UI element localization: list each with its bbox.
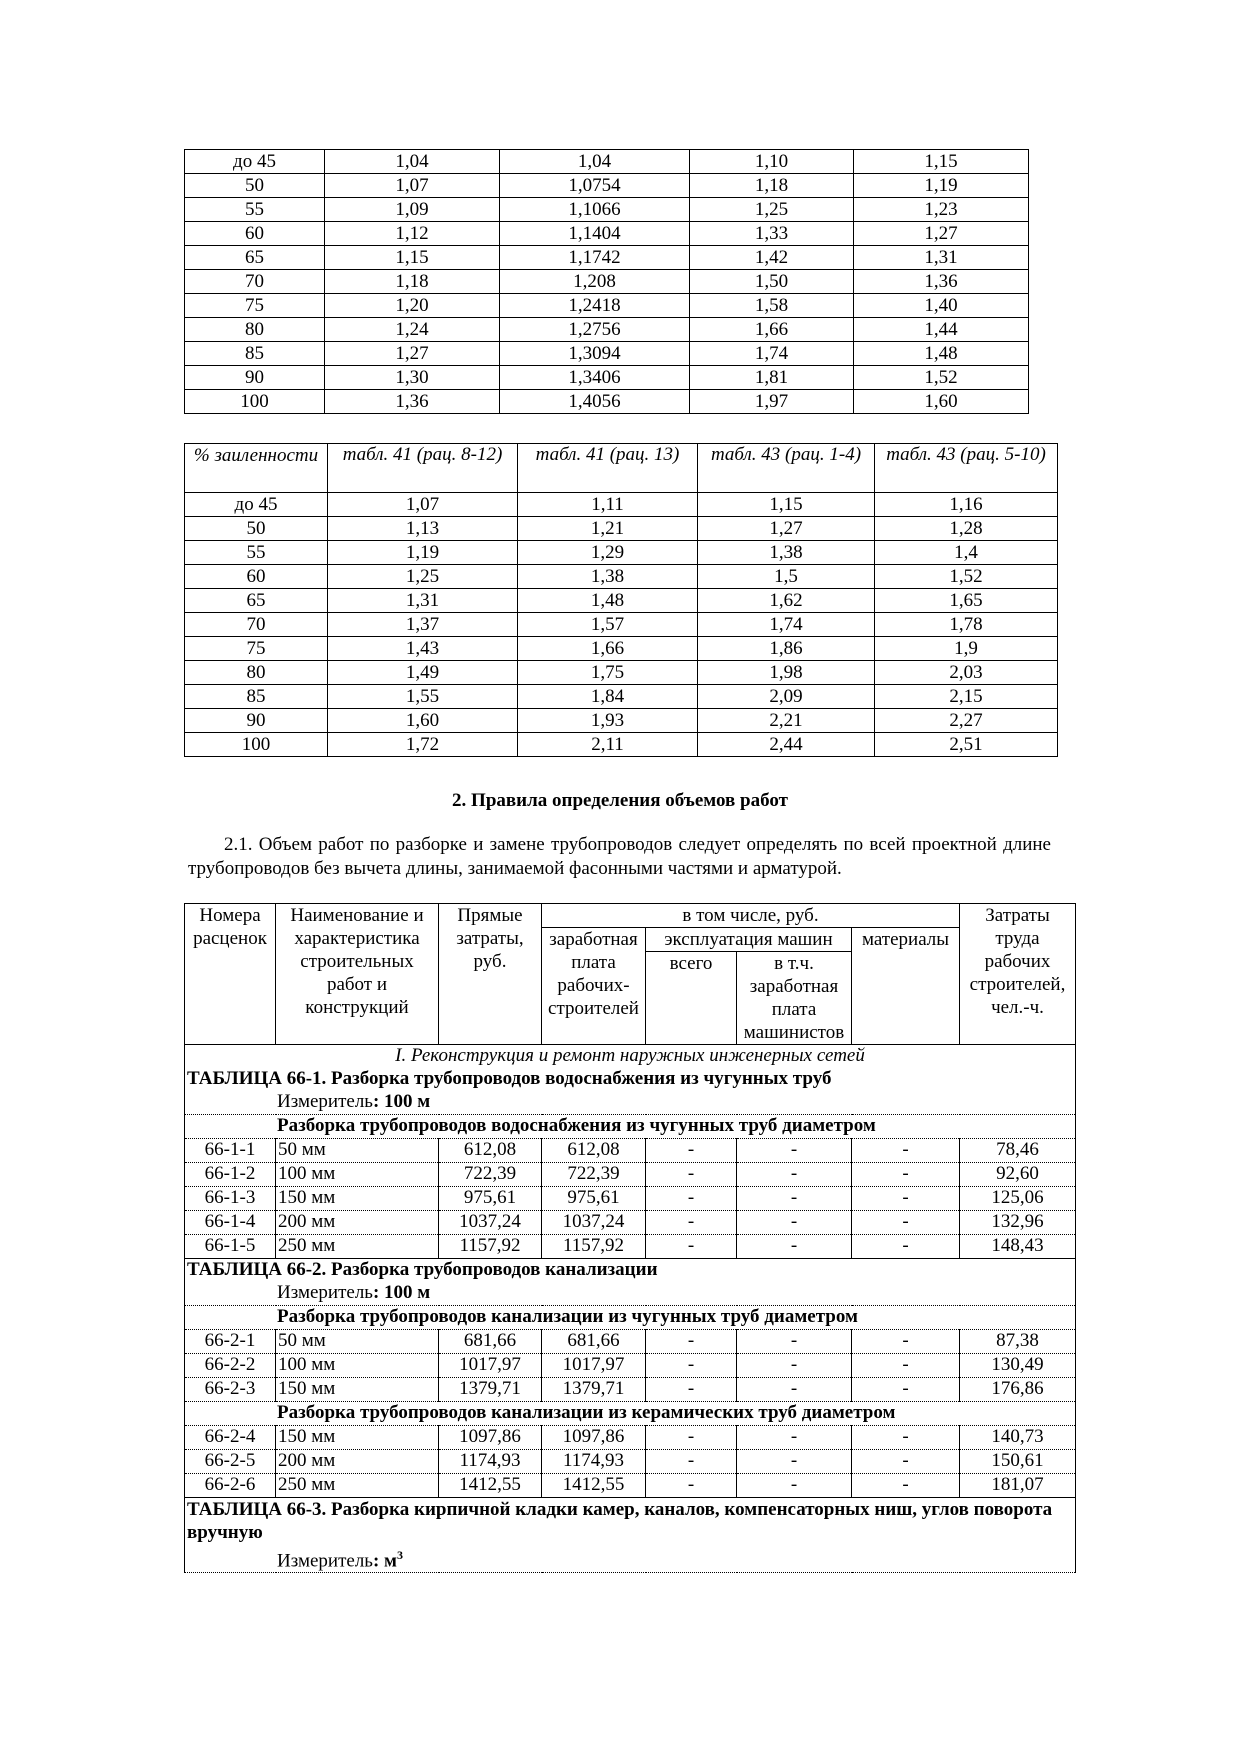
table-cell: 1412,55	[542, 1474, 646, 1498]
table-cell: 1097,86	[542, 1426, 646, 1450]
table-cell: -	[737, 1139, 852, 1163]
meter-value: : 100 м	[372, 1091, 431, 1112]
table-cell: -	[737, 1354, 852, 1378]
table-cell: 1,4	[875, 541, 1058, 565]
table-cell: 1,49	[328, 661, 518, 685]
table-cell: 1,30	[325, 366, 500, 390]
table-cell: 1,58	[690, 294, 854, 318]
table-cell: 1,86	[698, 637, 875, 661]
table-cell: 1,25	[328, 565, 518, 589]
table-cell: 1,07	[325, 174, 500, 198]
table-66-3-title: ТАБЛИЦА 66-3. Разборка кирпичной кладки камер, каналов, компенсаторных ниш, углов поворота вручную	[185, 1498, 1076, 1545]
meter-superscript: 3	[397, 1548, 403, 1562]
table-row	[185, 1450, 1076, 1474]
table-cell: 70	[185, 270, 325, 294]
coefficient-table-1-body	[185, 150, 1029, 414]
table-row	[185, 390, 1029, 414]
meter-label: Измеритель	[277, 1091, 373, 1112]
table-cell: 1,4056	[500, 390, 690, 414]
table-row	[185, 685, 1058, 709]
table-row	[185, 1330, 1076, 1354]
table-cell: -	[737, 1235, 852, 1259]
table-cell: 1,9	[875, 637, 1058, 661]
table-cell: 1,04	[325, 150, 500, 174]
table-row	[185, 1211, 1076, 1235]
header-operator-wages: в т.ч. заработная плата машинистов	[737, 952, 852, 1045]
table-cell: -	[646, 1354, 737, 1378]
table-cell: 722,39	[439, 1163, 542, 1187]
table-cell: -	[737, 1426, 852, 1450]
table-cell: 1,20	[325, 294, 500, 318]
table-cell: 1017,97	[439, 1354, 542, 1378]
table-row	[185, 222, 1029, 246]
table-cell: 1,1404	[500, 222, 690, 246]
table-title-row	[185, 1259, 1076, 1283]
table-title-row	[185, 1068, 1076, 1091]
meter-66-3	[185, 1544, 1076, 1573]
table-cell: 55	[185, 198, 325, 222]
header-tab41-13: табл. 41 (рац. 13)	[518, 444, 698, 493]
table-row	[185, 517, 1058, 541]
table-cell: 2,09	[698, 685, 875, 709]
table-cell: 78,46	[960, 1139, 1076, 1163]
rate-number: 66-1-5	[185, 1235, 276, 1259]
table-cell: 1157,92	[439, 1235, 542, 1259]
table-cell: 1,1066	[500, 198, 690, 222]
table-cell: -	[737, 1378, 852, 1402]
table-cell: 100	[185, 733, 328, 757]
table-cell: 1412,55	[439, 1474, 542, 1498]
subtitle-row	[185, 1306, 1076, 1330]
work-name: 100 мм	[276, 1163, 439, 1187]
table-cell: 1,1742	[500, 246, 690, 270]
table-cell: 1,23	[854, 198, 1029, 222]
section-row	[185, 1045, 1076, 1069]
header-including: в том числе, руб.	[542, 904, 960, 928]
table-cell: 1,60	[854, 390, 1029, 414]
rate-number: 66-1-1	[185, 1139, 276, 1163]
table-cell: 181,07	[960, 1474, 1076, 1498]
table-row	[185, 733, 1058, 757]
table-cell: 1,65	[875, 589, 1058, 613]
table-cell: 1,09	[325, 198, 500, 222]
table-cell: 85	[185, 342, 325, 366]
table-cell: 1,60	[328, 709, 518, 733]
table-row	[185, 1187, 1076, 1211]
table-row	[185, 174, 1029, 198]
table-row	[185, 342, 1029, 366]
table-row	[185, 1474, 1076, 1498]
table-cell: 1,208	[500, 270, 690, 294]
table-cell: 1,37	[328, 613, 518, 637]
table-cell: -	[646, 1378, 737, 1402]
table-cell: 1,5	[698, 565, 875, 589]
table-row	[185, 1139, 1076, 1163]
table-cell: 681,66	[439, 1330, 542, 1354]
table-cell: до 45	[185, 150, 325, 174]
table-cell: -	[852, 1450, 960, 1474]
table-cell: 80	[185, 318, 325, 342]
table-cell: -	[852, 1474, 960, 1498]
table-cell: -	[737, 1330, 852, 1354]
table-cell: 132,96	[960, 1211, 1076, 1235]
table-cell: -	[646, 1163, 737, 1187]
header-direct-costs: Прямые затраты, руб.	[439, 904, 542, 1045]
subtitle-66-2-cast-iron: Разборка трубопроводов канализации из чугунных труб диаметром	[185, 1306, 1076, 1330]
table-cell: 1,48	[518, 589, 698, 613]
table-cell: 1037,24	[542, 1211, 646, 1235]
table-cell: 92,60	[960, 1163, 1076, 1187]
table-cell: 1,11	[518, 493, 698, 517]
table-cell: 1,42	[690, 246, 854, 270]
table-row	[185, 493, 1058, 517]
header-silting-percent: % заиленности	[185, 444, 328, 493]
table-cell: 70	[185, 613, 328, 637]
table-row	[185, 661, 1058, 685]
table-cell: -	[646, 1211, 737, 1235]
header-machines: эксплуатация машин	[646, 928, 852, 952]
table-66-2-title: ТАБЛИЦА 66-2. Разборка трубопроводов канализации	[185, 1259, 1076, 1283]
table-cell: 1017,97	[542, 1354, 646, 1378]
table-cell: 1,12	[325, 222, 500, 246]
table-cell: 1,52	[875, 565, 1058, 589]
table-row	[185, 1426, 1076, 1450]
table-cell: 50	[185, 517, 328, 541]
table-cell: -	[852, 1354, 960, 1378]
table-cell: 1097,86	[439, 1426, 542, 1450]
table-cell: -	[852, 1187, 960, 1211]
table-row	[185, 246, 1029, 270]
table-cell: 1,3094	[500, 342, 690, 366]
table-cell: 65	[185, 589, 328, 613]
table-cell: 80	[185, 661, 328, 685]
table-cell: 1,72	[328, 733, 518, 757]
table-cell: -	[646, 1235, 737, 1259]
table-row	[185, 366, 1029, 390]
table-cell: 1,78	[875, 613, 1058, 637]
table-cell: 1,74	[698, 613, 875, 637]
table-cell: 1157,92	[542, 1235, 646, 1259]
table-cell: 1,93	[518, 709, 698, 733]
table-cell: -	[646, 1187, 737, 1211]
table-cell: до 45	[185, 493, 328, 517]
table-cell: 2,15	[875, 685, 1058, 709]
table-cell: 50	[185, 174, 325, 198]
table-cell: 681,66	[542, 1330, 646, 1354]
table-cell: 1,36	[325, 390, 500, 414]
table-row	[185, 1163, 1076, 1187]
table-cell: 1379,71	[439, 1378, 542, 1402]
meter-row	[185, 1091, 1076, 1115]
table-row	[185, 270, 1029, 294]
table-cell: 1,36	[854, 270, 1029, 294]
work-name: 250 мм	[276, 1235, 439, 1259]
table-cell: 1379,71	[542, 1378, 646, 1402]
table-cell: 1,15	[854, 150, 1029, 174]
table-cell: 722,39	[542, 1163, 646, 1187]
section-heading: 2. Правила определения объемов работ	[452, 790, 788, 811]
table-cell: -	[646, 1330, 737, 1354]
work-name: 200 мм	[276, 1211, 439, 1235]
table-row	[185, 1235, 1076, 1259]
table-cell: 1,0754	[500, 174, 690, 198]
header-machines-total: всего	[646, 952, 737, 1045]
table-cell: 75	[185, 294, 325, 318]
table-row	[185, 150, 1029, 174]
table-cell: -	[646, 1474, 737, 1498]
table-cell: -	[852, 1426, 960, 1450]
table-cell: 1,31	[328, 589, 518, 613]
rate-number: 66-2-6	[185, 1474, 276, 1498]
work-name: 50 мм	[276, 1330, 439, 1354]
table-cell: 1,84	[518, 685, 698, 709]
table-cell: 1,75	[518, 661, 698, 685]
table-header-row	[185, 904, 1076, 928]
meter-label: Измеритель	[277, 1550, 373, 1572]
table-cell: 1,48	[854, 342, 1029, 366]
table-cell: 1,04	[500, 150, 690, 174]
table-cell: 1,31	[854, 246, 1029, 270]
section-title: I. Реконструкция и ремонт наружных инженерных сетей	[185, 1045, 1076, 1069]
table-cell: -	[646, 1426, 737, 1450]
table-cell: 1,13	[328, 517, 518, 541]
table-row	[185, 541, 1058, 565]
rate-number: 66-2-5	[185, 1450, 276, 1474]
table-row	[185, 294, 1029, 318]
table-cell: 60	[185, 565, 328, 589]
work-name: 150 мм	[276, 1378, 439, 1402]
table-cell: 1174,93	[439, 1450, 542, 1474]
table-cell: 2,27	[875, 709, 1058, 733]
table-cell: -	[737, 1450, 852, 1474]
table-cell: 1,74	[690, 342, 854, 366]
table-cell: 1,07	[328, 493, 518, 517]
table-cell: -	[852, 1139, 960, 1163]
table-row	[185, 198, 1029, 222]
table-cell: 2,51	[875, 733, 1058, 757]
table-cell: -	[737, 1474, 852, 1498]
rate-number: 66-1-4	[185, 1211, 276, 1235]
work-name: 50 мм	[276, 1139, 439, 1163]
table-cell: 1,98	[698, 661, 875, 685]
header-numbers: Номера расценок	[185, 904, 276, 1045]
table-cell: 1,38	[518, 565, 698, 589]
table-cell: 1,21	[518, 517, 698, 541]
subtitle-row	[185, 1115, 1076, 1139]
table-cell: 176,86	[960, 1378, 1076, 1402]
subtitle-66-1: Разборка трубопроводов водоснабжения из чугунных труб диаметром	[185, 1115, 1076, 1139]
table-cell: 1,2418	[500, 294, 690, 318]
table-cell: 612,08	[439, 1139, 542, 1163]
rows-66-2-cast-iron	[185, 1330, 1076, 1402]
table-cell: 1,15	[325, 246, 500, 270]
header-materials: материалы	[852, 928, 960, 1045]
subtitle-row	[185, 1402, 1076, 1426]
table-cell: 1,33	[690, 222, 854, 246]
table-cell: -	[737, 1211, 852, 1235]
table-cell: 1,44	[854, 318, 1029, 342]
rows-66-2-ceramic	[185, 1426, 1076, 1498]
table-cell: 1,19	[854, 174, 1029, 198]
table-row	[185, 709, 1058, 733]
table-cell: -	[852, 1378, 960, 1402]
rate-number: 66-1-3	[185, 1187, 276, 1211]
table-cell: 148,43	[960, 1235, 1076, 1259]
header-tab43-5-10: табл. 43 (рац. 5-10)	[875, 444, 1058, 493]
rates-table	[184, 903, 1076, 1573]
coefficient-table-1	[184, 149, 1029, 414]
table-cell: 1,27	[698, 517, 875, 541]
table-cell: -	[852, 1235, 960, 1259]
table-cell: -	[646, 1450, 737, 1474]
table-cell: -	[852, 1330, 960, 1354]
rate-number: 66-2-4	[185, 1426, 276, 1450]
table-cell: 1,24	[325, 318, 500, 342]
table-cell: 1,2756	[500, 318, 690, 342]
table-cell: 1,40	[854, 294, 1029, 318]
table-cell: 75	[185, 637, 328, 661]
header-wages: заработная плата рабочих-строителей	[542, 928, 646, 1045]
rate-number: 66-2-3	[185, 1378, 276, 1402]
meter-label: Измеритель	[277, 1282, 373, 1303]
table-cell: 1174,93	[542, 1450, 646, 1474]
rows-66-1	[185, 1139, 1076, 1259]
work-name: 100 мм	[276, 1354, 439, 1378]
table-cell: 1,16	[875, 493, 1058, 517]
table-cell: 1,57	[518, 613, 698, 637]
table-row	[185, 1354, 1076, 1378]
table-cell: 1,29	[518, 541, 698, 565]
work-name: 200 мм	[276, 1450, 439, 1474]
table-cell: 125,06	[960, 1187, 1076, 1211]
table-cell: 1,27	[854, 222, 1029, 246]
meter-66-1	[185, 1091, 1076, 1115]
coefficient-table-2-body	[185, 493, 1058, 757]
table-row	[185, 565, 1058, 589]
table-cell: 140,73	[960, 1426, 1076, 1450]
table-cell: -	[737, 1163, 852, 1187]
rate-number: 66-1-2	[185, 1163, 276, 1187]
table-row	[185, 613, 1058, 637]
table-cell: 1,66	[518, 637, 698, 661]
table-cell: 1,27	[325, 342, 500, 366]
table-cell: 60	[185, 222, 325, 246]
table-cell: 150,61	[960, 1450, 1076, 1474]
meter-row	[185, 1544, 1076, 1573]
table-cell: 1,52	[854, 366, 1029, 390]
table-cell: -	[852, 1211, 960, 1235]
table-cell: -	[737, 1187, 852, 1211]
table-cell: 1,15	[698, 493, 875, 517]
table-cell: 1037,24	[439, 1211, 542, 1235]
table-cell: 1,19	[328, 541, 518, 565]
table-cell: 1,97	[690, 390, 854, 414]
table-cell: 1,66	[690, 318, 854, 342]
table-cell: 2,11	[518, 733, 698, 757]
meter-value: : м	[372, 1550, 397, 1572]
work-name: 250 мм	[276, 1474, 439, 1498]
meter-66-2	[185, 1282, 1076, 1306]
table-cell: 1,10	[690, 150, 854, 174]
table-cell: 1,25	[690, 198, 854, 222]
table-cell: 1,3406	[500, 366, 690, 390]
table-cell: 100	[185, 390, 325, 414]
table-row	[185, 637, 1058, 661]
work-name: 150 мм	[276, 1187, 439, 1211]
table-cell: 85	[185, 685, 328, 709]
rules-paragraph: 2.1. Объем работ по разборке и замене трубопроводов следует определять по всей проектной длине трубопроводов без вычета длины, занимаемой фасонными частями и арматурой.	[188, 834, 1051, 879]
header-tab43-1-4: табл. 43 (рац. 1-4)	[698, 444, 875, 493]
table-cell: 90	[185, 366, 325, 390]
table-cell: 1,28	[875, 517, 1058, 541]
table-cell: -	[646, 1139, 737, 1163]
table-header-row	[185, 444, 1058, 493]
table-66-1-title: ТАБЛИЦА 66-1. Разборка трубопроводов водоснабжения из чугунных труб	[185, 1068, 1076, 1091]
table-cell: 1,43	[328, 637, 518, 661]
table-cell: 2,44	[698, 733, 875, 757]
table-cell: 90	[185, 709, 328, 733]
table-cell: 975,61	[542, 1187, 646, 1211]
table-cell: 1,18	[690, 174, 854, 198]
table-cell: 2,03	[875, 661, 1058, 685]
table-cell: -	[852, 1163, 960, 1187]
table-cell: 2,21	[698, 709, 875, 733]
table-cell: 55	[185, 541, 328, 565]
subtitle-66-2-ceramic: Разборка трубопроводов канализации из керамических труб диаметром	[185, 1402, 1076, 1426]
header-tab41-8-12: табл. 41 (рац. 8-12)	[328, 444, 518, 493]
header-labor-costs: Затраты труда рабочих строителей, чел.-ч.	[960, 904, 1076, 1045]
table-cell: 1,50	[690, 270, 854, 294]
table-cell: 612,08	[542, 1139, 646, 1163]
work-name: 150 мм	[276, 1426, 439, 1450]
table-title-row	[185, 1498, 1076, 1545]
table-row	[185, 589, 1058, 613]
table-cell: 130,49	[960, 1354, 1076, 1378]
meter-row	[185, 1282, 1076, 1306]
table-row	[185, 1378, 1076, 1402]
table-cell: 1,62	[698, 589, 875, 613]
table-cell: 65	[185, 246, 325, 270]
table-cell: 1,81	[690, 366, 854, 390]
table-cell: 87,38	[960, 1330, 1076, 1354]
rate-number: 66-2-1	[185, 1330, 276, 1354]
table-cell: 1,38	[698, 541, 875, 565]
rate-number: 66-2-2	[185, 1354, 276, 1378]
table-cell: 975,61	[439, 1187, 542, 1211]
table-cell: 1,55	[328, 685, 518, 709]
table-cell: 1,18	[325, 270, 500, 294]
table-row	[185, 318, 1029, 342]
header-name: Наименование и характеристика строительных работ и конструкций	[276, 904, 439, 1045]
coefficient-table-2	[184, 443, 1058, 757]
meter-value: : 100 м	[372, 1282, 431, 1303]
